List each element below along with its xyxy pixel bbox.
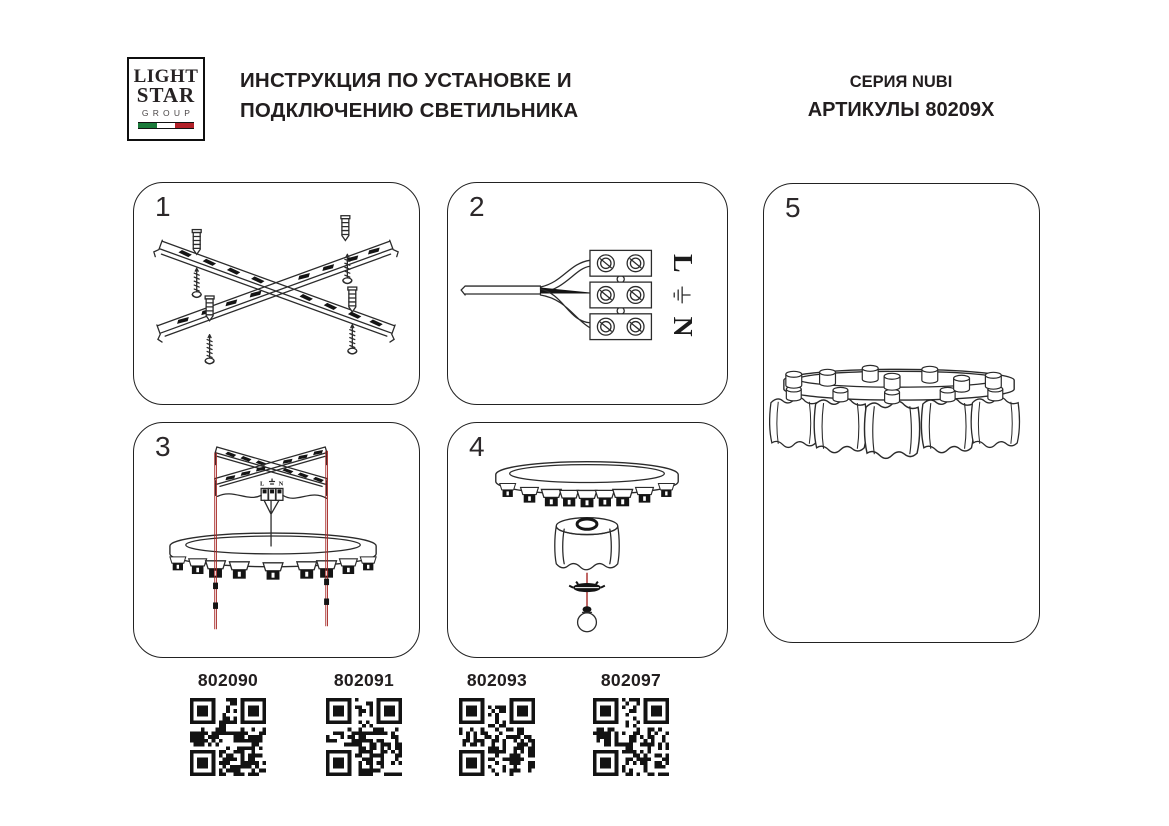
- lamp-shade: [555, 518, 619, 570]
- wires: [540, 260, 590, 327]
- flag-red-stripe: [175, 123, 194, 128]
- step-panel-1: [133, 182, 420, 405]
- shade-top-hole: [577, 519, 597, 529]
- diagram-mounting-cross: [134, 183, 419, 404]
- step-panel-4: [447, 422, 728, 658]
- retaining-ring: [569, 582, 605, 593]
- article-number: 802093: [466, 670, 528, 690]
- step-number: 2: [469, 191, 485, 222]
- wall-anchor-icon: [348, 287, 357, 312]
- flag-white-stripe: [157, 123, 176, 128]
- article-number: 802097: [600, 670, 662, 690]
- series-label: СЕРИЯ NUBI: [849, 73, 953, 91]
- qr-code: [593, 698, 669, 776]
- logo-text-star: STAR: [136, 83, 196, 107]
- step-panel-2: [447, 182, 728, 405]
- step-number: 5: [785, 192, 801, 223]
- lightstar-logo: [127, 57, 205, 141]
- line-label: L: [666, 254, 698, 273]
- supply-cable: [461, 286, 540, 295]
- qr-code: [326, 698, 402, 776]
- logo-text-group: GROUP: [141, 108, 195, 118]
- neutral-label: N: [666, 316, 698, 337]
- article-number: 802090: [197, 670, 259, 690]
- qr-code: [190, 698, 266, 776]
- title-line-2: ПОДКЛЮЧЕНИЮ СВЕТИЛЬНИКА: [240, 99, 579, 122]
- screw-icon: [348, 325, 357, 354]
- step-number: 1: [155, 191, 171, 222]
- line-label-small: L: [259, 480, 265, 488]
- product-column: [170, 670, 286, 776]
- title-line-1: ИНСТРУКЦИЯ ПО УСТАНОВКЕ И: [240, 69, 572, 92]
- light-bulb-icon: [578, 606, 597, 631]
- wall-anchor-icon: [192, 230, 201, 255]
- logo-text-light: LIGHT: [133, 66, 199, 87]
- article-number: 802091: [333, 670, 395, 690]
- earth-ground-symbol: [674, 287, 690, 303]
- diagram-assembled-fixture: [764, 184, 1039, 642]
- diagram-frame-mounting: [134, 423, 419, 657]
- articles-label: АРТИКУЛЫ 80209X: [807, 99, 995, 121]
- wall-anchor-icon: [205, 296, 214, 321]
- terminal-block: [590, 250, 651, 339]
- diagram-wiring: [448, 183, 727, 404]
- italian-flag-icon: [138, 122, 194, 129]
- qr-code: [459, 698, 535, 776]
- diagram-shade-assembly: [448, 423, 727, 657]
- step-panel-3: [133, 422, 420, 658]
- fixing-nuts: [213, 579, 329, 609]
- screw-icon: [205, 335, 214, 364]
- earth-ground-symbol: [270, 479, 275, 484]
- wall-anchor-icon: [341, 216, 350, 241]
- neutral-label-small: N: [278, 480, 284, 488]
- step-panel-5: [763, 183, 1040, 643]
- product-column: [439, 670, 555, 776]
- lamp-shades: [770, 397, 1020, 458]
- step-number: 3: [155, 431, 171, 462]
- flag-green-stripe: [138, 123, 157, 128]
- product-column: [573, 670, 689, 776]
- page-title: [240, 66, 578, 126]
- step-number: 4: [469, 431, 485, 462]
- screw-icon: [192, 268, 201, 297]
- product-column: [306, 670, 422, 776]
